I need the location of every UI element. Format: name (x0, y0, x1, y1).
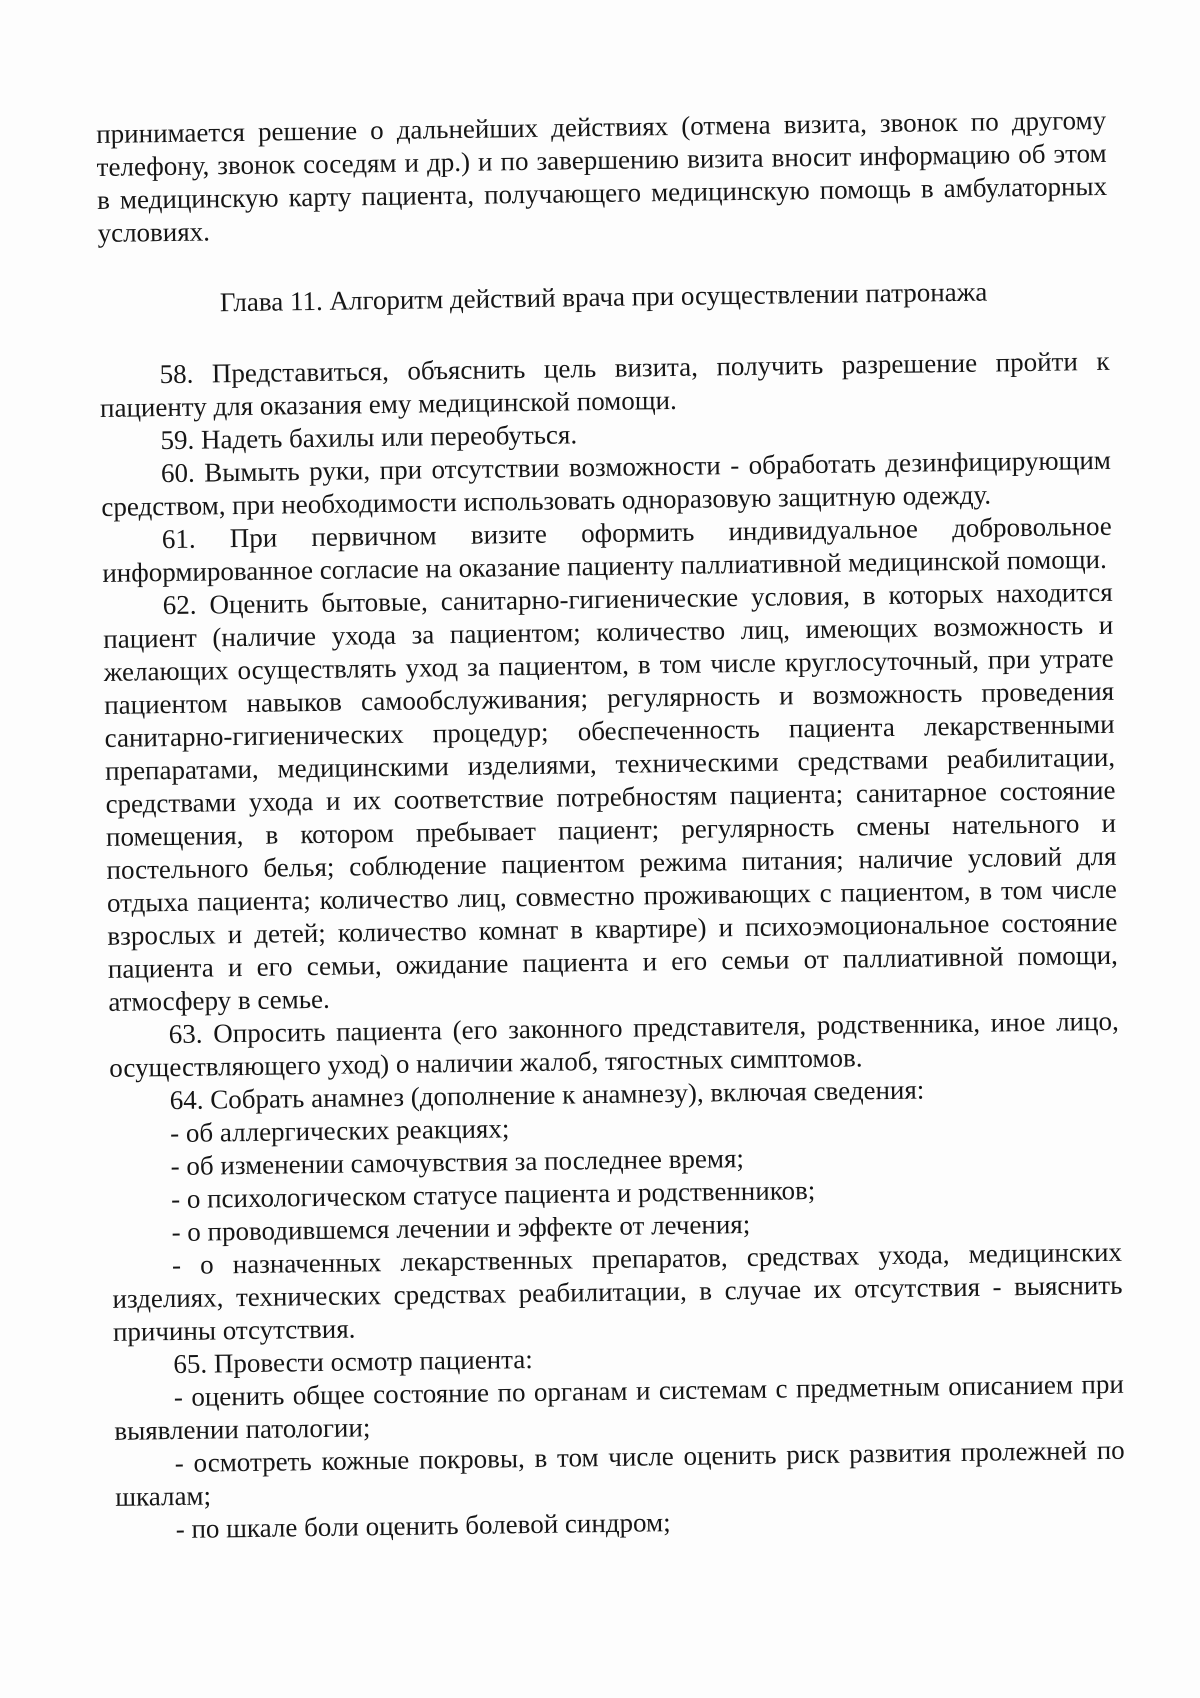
item-64-bullet-psych-status: - о психологическом статусе пациента и родственников; (170, 1175, 816, 1215)
item-64-bullet-allergy: - об аллергических реакциях; (169, 1113, 510, 1149)
item-63: 63. Опросить пациента (его законного представителя, родственника, иное лицо, осуществляющего уход) о наличии жалоб, тягостных симптомов. (109, 1005, 1119, 1083)
item-65-bullet-pain: - по шкале боли оценить болевой синдром; (175, 1507, 671, 1545)
chapter-title: Глава 11. Алгоритм действий врача при осуществлении патронажа (219, 276, 988, 318)
item-59: 59. Надеть бахилы или переобуться. (160, 419, 578, 456)
item-60: 60. Вымыть руки, при отсутствии возможности - обработать дезинфицирующим средством, при необходимости использовать одноразовую защитную одежду. (101, 444, 1112, 522)
item-65-bullet-skin: - осмотреть кожные покровы, в том числе оценить риск развития пролежней по шкалам; (115, 1434, 1125, 1512)
item-64: 64. Собрать анамнез (дополнение к анамнезу), включая сведения: (169, 1074, 925, 1116)
item-61: 61. При первичном визите оформить индивидуальное добровольное информированное согласие на оказание пациенту паллиативной медицинской помощи. (102, 510, 1113, 588)
item-58: 58. Представиться, объяснить цель визита, получить разрешение пройти к пациенту для оказания ему медицинской помощи. (99, 345, 1110, 423)
item-64-bullet-treatment: - о проводившемся лечении и эффекте от лечения; (171, 1208, 751, 1248)
intro-paragraph: принимается решение о дальнейших действиях (отмена визита, звонок по другому телефону, звонок соседям и др.) и по завершению визита вносит информацию об этом в медицинскую карту пациента, получающего медицинскую помощь в амбулаторных условиях. (96, 104, 1108, 248)
document-body (96, 104, 1126, 1547)
item-64-bullet-wellbeing: - об изменении самочувствия за последнее время; (170, 1143, 745, 1182)
item-65-bullet-general-state: - оценить общее состояние по органам и системам с предметным описанием при выявлении патологии; (114, 1368, 1124, 1446)
item-65: 65. Провести осмотр пациента: (173, 1344, 533, 1380)
item-62: 62. Оценить бытовые, санитарно-гигиенические условия, в которых находится пациент (наличие ухода за пациентом; количество лиц, имеющих возможность и желающих осуществлять уход за пациентом, в том числе круглосуточный, при утрате пациентом навыков самообслуживания; регулярность и возможность проведения санитарно-гигиенических процедур; обеспеченность пациента лекарственными препаратами, медицинскими изделиями, техническими средствами реабилитации, средствами ухода и их соответствие потребностям пациента; санитарное состояние помещения, в котором пребывает пациент; регулярность смены нательного и постельного белья; соблюдение пациентом режима питания; наличие условий для отдыха пациента; количество лиц, совместно проживающих с пациентом, в том числе взрослых и детей; количество комнат в квартире) и психоэмоциональное состояние пациента и его семьи, ожидание пациента и его семьи от паллиативной помощи, атмосферу в семье. (103, 576, 1118, 1017)
item-64-bullet-prescribed: - о назначенных лекарственных препаратов, средствах ухода, медицинских изделиях, технических средствах реабилитации, в случае их отсутствия - выяснить причины отсутствия. (112, 1236, 1123, 1347)
